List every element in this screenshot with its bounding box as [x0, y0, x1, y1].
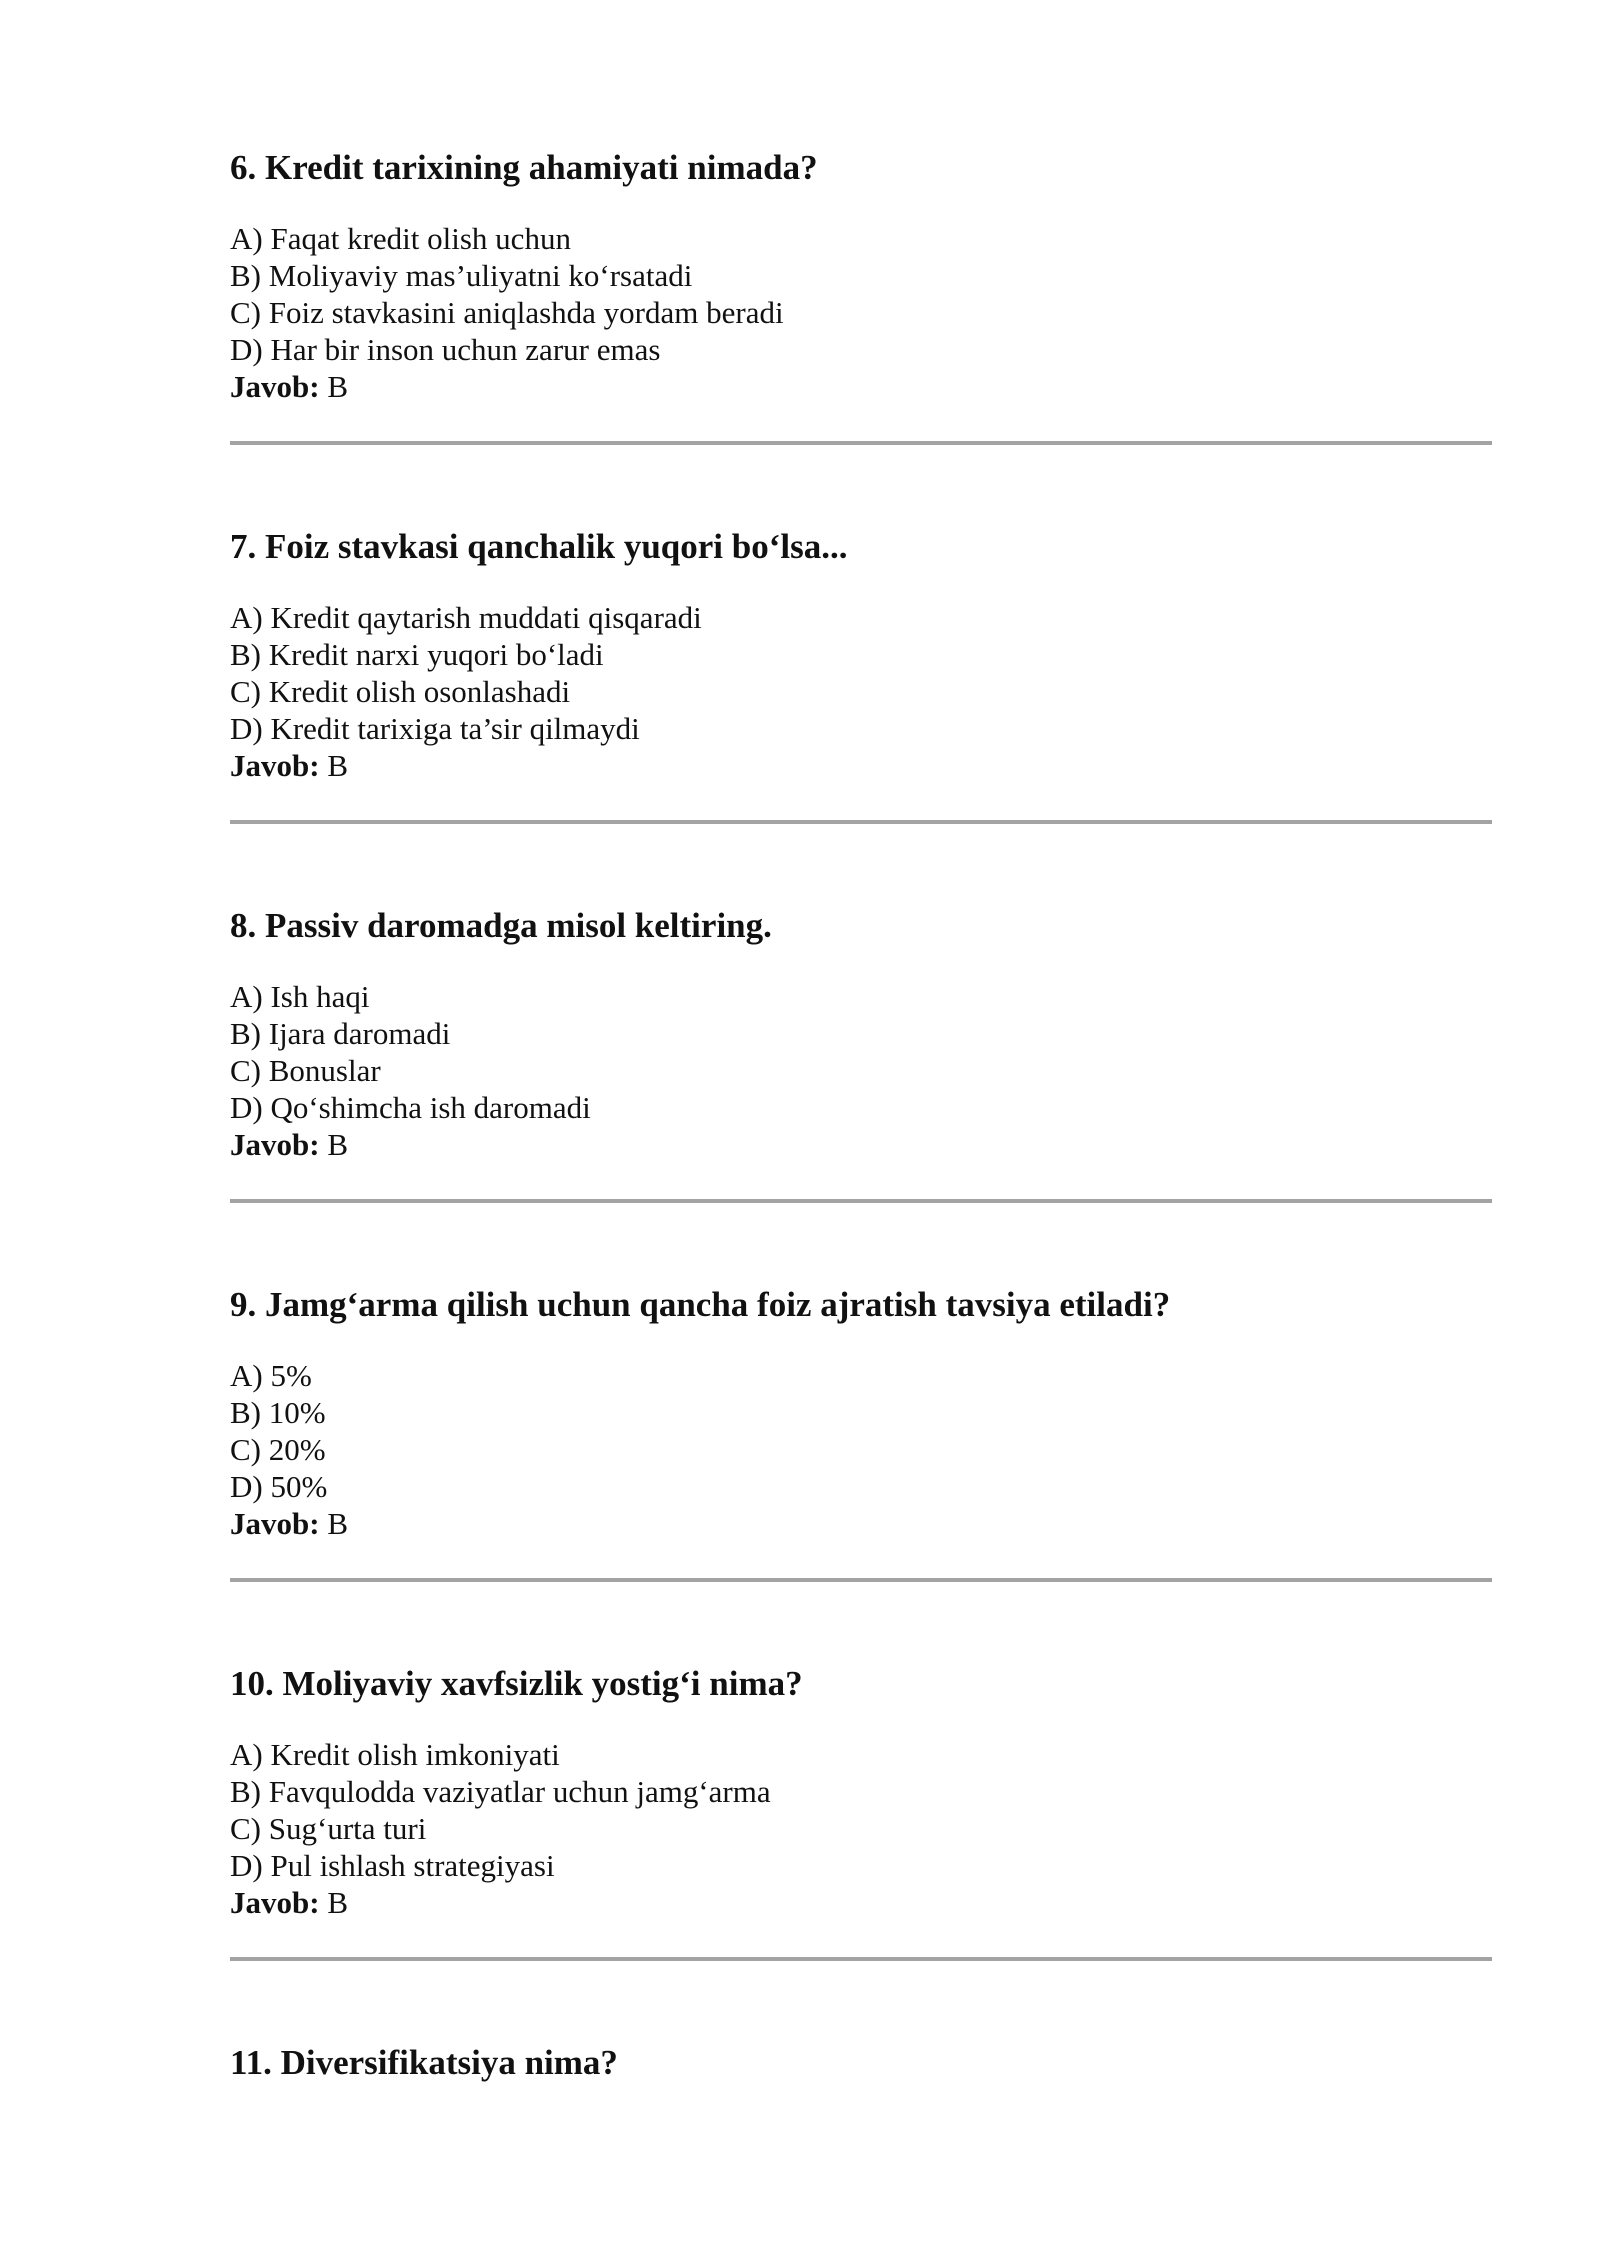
option-d: D) Pul ishlash strategiyasi: [230, 1848, 555, 1883]
answer-value: B: [319, 1506, 349, 1541]
divider: [230, 441, 1492, 445]
option-b: B) 10%: [230, 1395, 326, 1430]
option-d: D) Kredit tarixiga ta’sir qilmaydi: [230, 711, 640, 746]
answer-line: [230, 1505, 1492, 1542]
question-block-9: [230, 1283, 1492, 1542]
option-b: B) Moliyaviy mas’uliyatni ko‘rsatadi: [230, 258, 693, 293]
option-b: B) Favqulodda vaziyatlar uchun jamg‘arma: [230, 1774, 771, 1809]
divider: [230, 1199, 1492, 1203]
option-c: C) Foiz stavkasini aniqlashda yordam beradi: [230, 295, 784, 330]
answer-value: B: [319, 748, 349, 783]
divider: [230, 1578, 1492, 1582]
question-block-7: [230, 525, 1492, 784]
question-title: 6. Kredit tarixining ahamiyati nimada?: [230, 148, 818, 187]
question-title: 11. Diversifikatsiya nima?: [230, 2043, 618, 2082]
question-title: 9. Jamg‘arma qilish uchun qancha foiz ajratish tavsiya etiladi?: [230, 1285, 1171, 1324]
option-c: C) Bonuslar: [230, 1053, 381, 1088]
answer-line: [230, 747, 1492, 784]
option-a: A) Kredit qaytarish muddati qisqaradi: [230, 600, 702, 635]
divider: [230, 1957, 1492, 1961]
answer-label: Javob:: [230, 1127, 320, 1162]
option-d: D) 50%: [230, 1469, 328, 1504]
divider: [230, 820, 1492, 824]
option-a: A) Kredit olish imkoniyati: [230, 1737, 560, 1772]
answer-line: [230, 1884, 1492, 1921]
answer-label: Javob:: [230, 369, 320, 404]
option-b: B) Ijara daromadi: [230, 1016, 451, 1051]
answer-label: Javob:: [230, 1506, 320, 1541]
option-a: A) Faqat kredit olish uchun: [230, 221, 571, 256]
answer-value: B: [319, 1885, 349, 1920]
question-block-6: [230, 146, 1492, 405]
question-block-8: [230, 904, 1492, 1163]
answer-line: [230, 368, 1492, 405]
question-title: 10. Moliyaviy xavfsizlik yostig‘i nima?: [230, 1664, 803, 1703]
option-d: D) Har bir inson uchun zarur emas: [230, 332, 661, 367]
answer-label: Javob:: [230, 1885, 320, 1920]
answer-label: Javob:: [230, 748, 320, 783]
question-title: 8. Passiv daromadga misol keltiring.: [230, 906, 772, 945]
option-c: C) Sug‘urta turi: [230, 1811, 427, 1846]
answer-value: B: [319, 369, 349, 404]
option-a: A) Ish haqi: [230, 979, 370, 1014]
question-block-10: [230, 1662, 1492, 1921]
option-c: C) Kredit olish osonlashadi: [230, 674, 571, 709]
option-c: C) 20%: [230, 1432, 326, 1467]
question-title: 7. Foiz stavkasi qanchalik yuqori bo‘lsa...: [230, 527, 848, 566]
question-block-11: [230, 2041, 1492, 2085]
option-b: B) Kredit narxi yuqori bo‘ladi: [230, 637, 604, 672]
option-d: D) Qo‘shimcha ish daromadi: [230, 1090, 591, 1125]
answer-value: B: [319, 1127, 349, 1162]
answer-line: [230, 1126, 1492, 1163]
option-a: A) 5%: [230, 1358, 312, 1393]
